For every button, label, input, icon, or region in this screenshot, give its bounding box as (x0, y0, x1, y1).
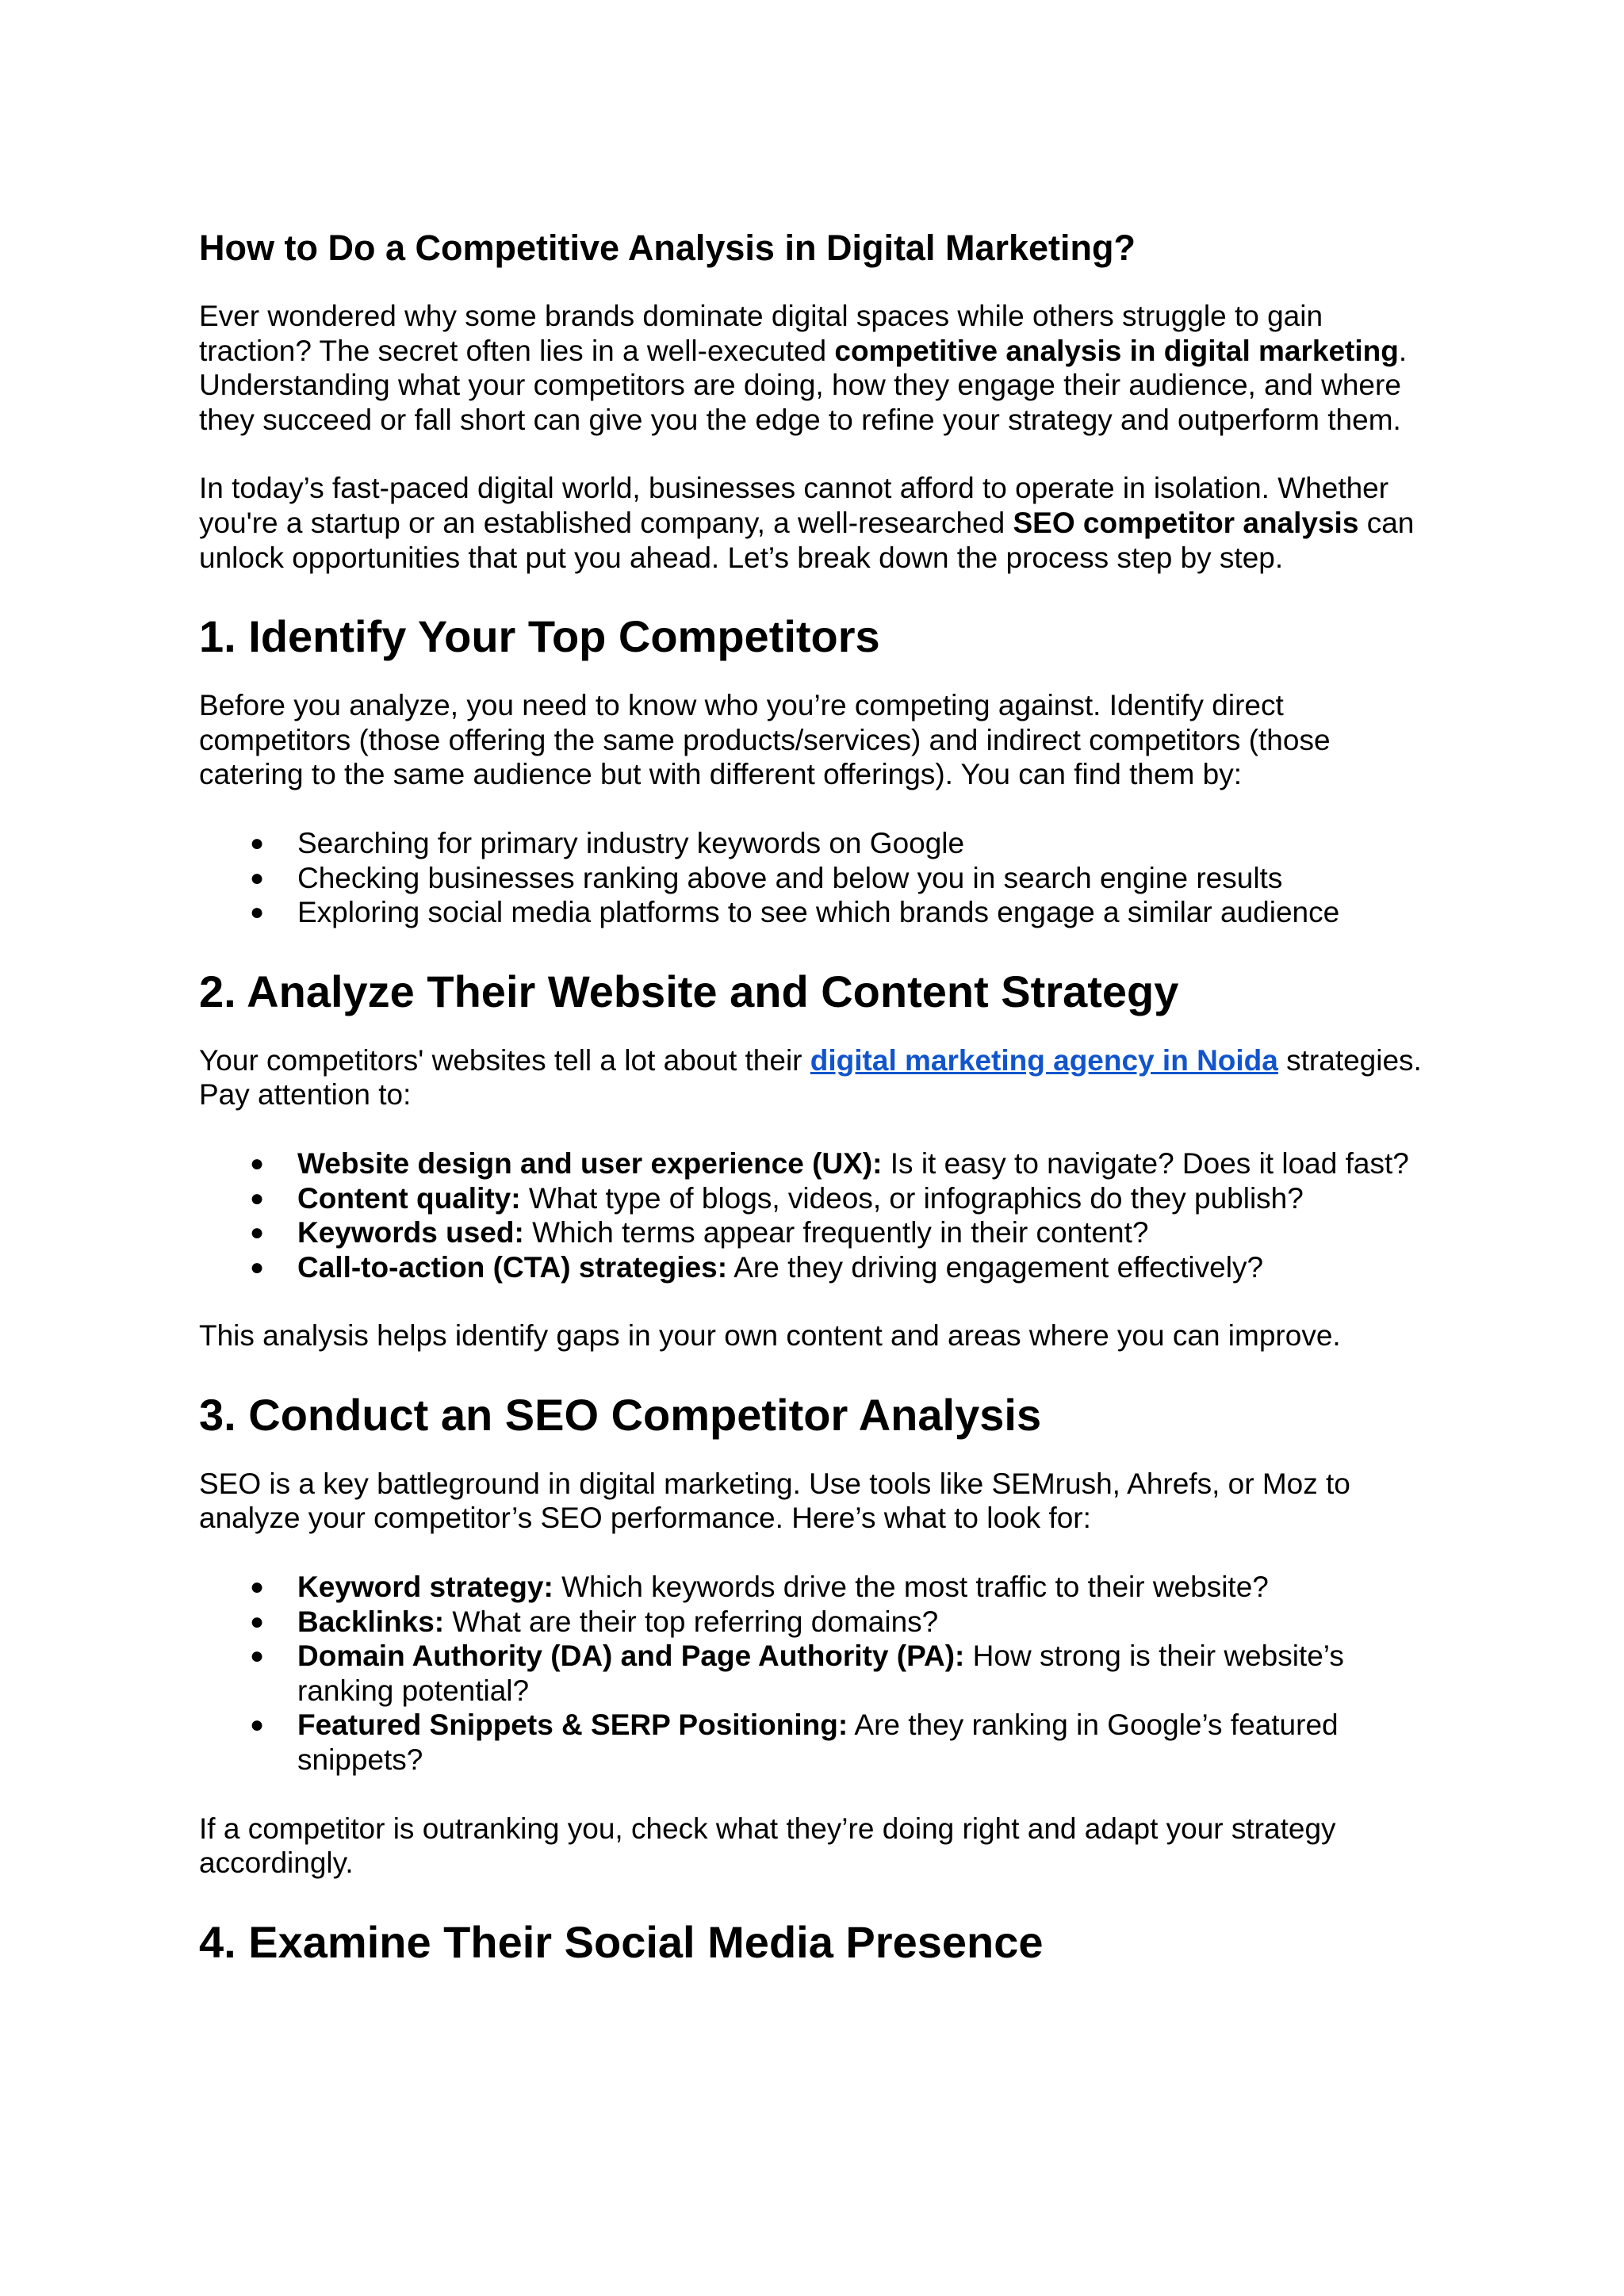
bullet-icon: ● (250, 1643, 265, 1670)
section-3-outro: If a competitor is outranking you, check what they’re doing right and adapt your strategy accordingly. (199, 1812, 1336, 1880)
section-3-body: SEO is a key battleground in digital marketing. Use tools like SEMrush, Ahrefs, or Moz to analyze your competitor’s SEO performance. Here’s what to look for: (199, 1467, 1350, 1535)
intro-paragraph-2 (199, 471, 1436, 575)
list-item: ● Backlinks: What are their top referring domains? (250, 1605, 939, 1638)
section-1-heading: 1. Identify Your Top Competitors (199, 611, 880, 662)
list-item: ● Content quality: What type of blogs, videos, or infographics do they publish? (250, 1181, 1304, 1215)
bullet-icon: ● (250, 1219, 265, 1246)
list-item: ● Featured Snippets & SERP Positioning: Are they ranking in Google’s featured snippets? (250, 1709, 1339, 1777)
intro-p1-bold: competitive analysis in digital marketing (834, 334, 1399, 367)
list-item: ● Checking businesses ranking above and below you in search engine results (250, 861, 1283, 894)
section-3-heading: 3. Conduct an SEO Competitor Analysis (199, 1389, 1042, 1440)
document-page (199, 226, 1436, 1994)
bullet-icon: ● (250, 1253, 265, 1280)
list-item: ● Exploring social media platforms to see which brands engage a similar audience (250, 896, 1340, 929)
intro-paragraph-1 (199, 299, 1436, 437)
section-4-heading: 4. Examine Their Social Media Presence (199, 1916, 1044, 1967)
bullet-icon: ● (250, 1712, 265, 1739)
section-2-body: Your competitors' websites tell a lot about their digital marketing agency in Noida strategies. Pay attention to: (199, 1043, 1422, 1112)
bullet-icon: ● (250, 1150, 265, 1177)
section-2-list (199, 1146, 1436, 1284)
intro-p2-bold: SEO competitor analysis (1013, 506, 1359, 539)
intro-p1-text: Ever wondered why some brands dominate digital spaces while others struggle to gain traction? The secret often lies in a well-executed (199, 300, 1323, 367)
list-item: ● Searching for primary industry keywords on Google (250, 826, 965, 859)
list-item: ● Keywords used: Which terms appear frequently in their content? (250, 1216, 1149, 1249)
bullet-icon: ● (250, 1608, 265, 1635)
bullet-icon: ● (250, 1184, 265, 1211)
section-3-list (199, 1570, 1436, 1777)
agency-link[interactable]: digital marketing agency in Noida (810, 1043, 1278, 1077)
section-1-list (199, 826, 1436, 930)
bullet-icon: ● (250, 1574, 265, 1601)
intro-p1-text-2: . Understanding what your competitors are doing, how they engage their audience, and where they succeed or fall short can give you the edge to refine your strategy and outperform them. (199, 334, 1408, 436)
list-item: ● Website design and user experience (UX): Is it easy to navigate? Does it load fast? (250, 1146, 1409, 1180)
section-2-outro: This analysis helps identify gaps in your own content and areas where you can improve. (199, 1319, 1341, 1353)
bullet-icon: ● (250, 864, 265, 891)
intro-p2-text: In today’s fast-paced digital world, businesses cannot afford to operate in isolation. Whether you're a startup or an established company, a well-researched (199, 472, 1389, 539)
list-item: ● Keyword strategy: Which keywords drive the most traffic to their website? (250, 1571, 1269, 1604)
bullet-icon: ● (250, 829, 265, 856)
section-2-heading: 2. Analyze Their Website and Content Strategy (199, 966, 1179, 1016)
section-1-body: Before you analyze, you need to know who you’re competing against. Identify direct competitors (those offering the same products/services) and indirect competitors (those catering to the same audience but with different offerings). You can find them by: (199, 689, 1331, 791)
intro-p2-text-2: can unlock opportunities that put you ahead. Let’s break down the process step by step. (199, 506, 1415, 574)
list-item: ● Domain Authority (DA) and Page Authority (PA): How strong is their website’s ranking potential? (250, 1640, 1344, 1707)
list-item: ● Call-to-action (CTA) strategies: Are they driving engagement effectively? (250, 1250, 1264, 1284)
bullet-icon: ● (250, 899, 265, 926)
page-title: How to Do a Competitive Analysis in Digital Marketing? (199, 228, 1136, 268)
